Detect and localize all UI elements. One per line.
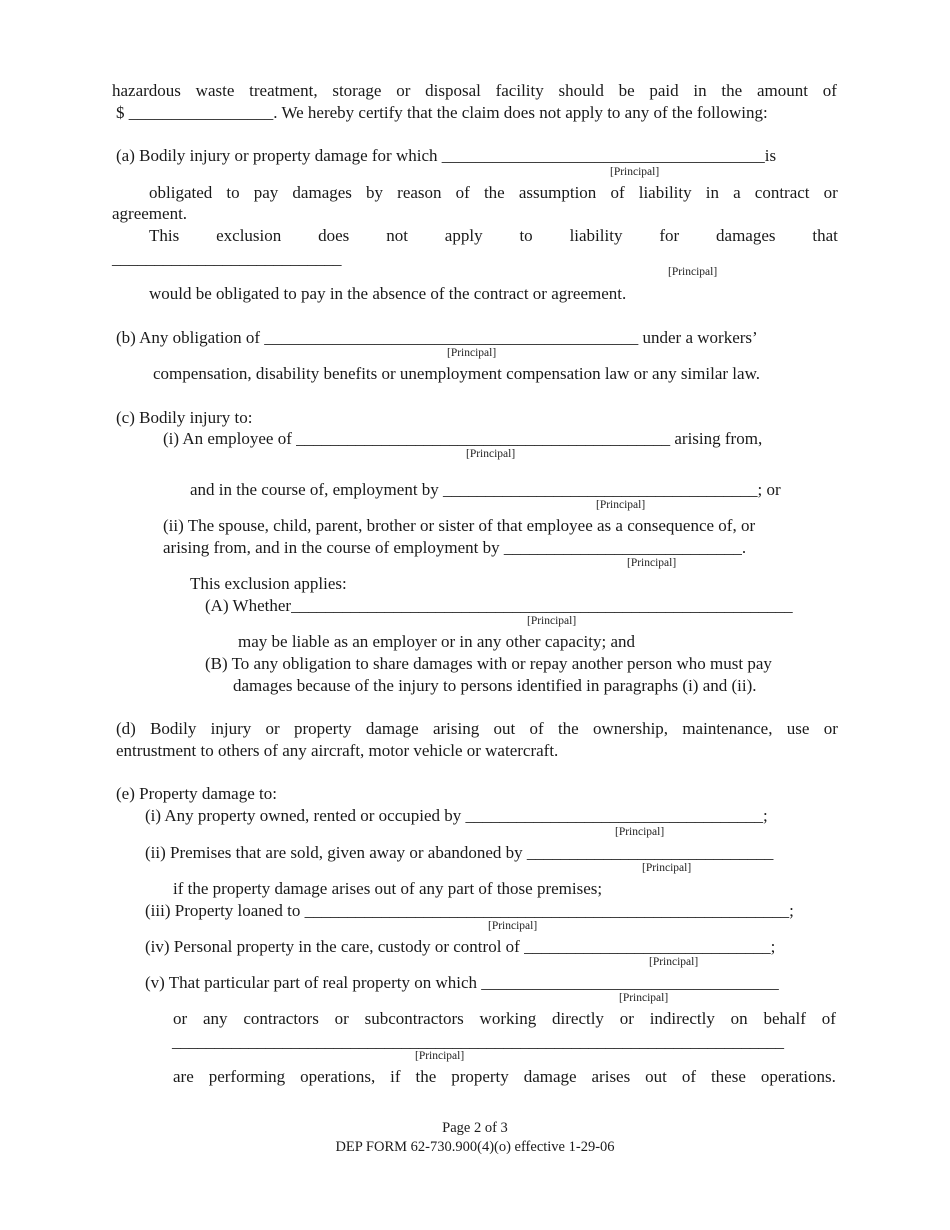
principal-label: [Principal]: [488, 920, 538, 932]
principal-label: [Principal]: [615, 826, 665, 838]
word: arises: [591, 1067, 631, 1086]
word: damage: [523, 1067, 577, 1086]
principal-label: [Principal]: [619, 992, 669, 1004]
word: to: [519, 226, 533, 245]
word: or: [823, 719, 838, 738]
word: of: [681, 1067, 697, 1086]
para-c-line-3: and in the course of, employment by _____________________________________; or: [190, 480, 781, 499]
para-e-line-2: (i) Any property owned, rented or occupied by ___________________________________;: [145, 806, 768, 825]
word: the: [721, 81, 743, 100]
word: contractors: [243, 1009, 319, 1028]
word: contract: [754, 183, 810, 202]
para-e-line-6: (iv) Personal property in the care, custody or control of _____________________________;: [145, 937, 776, 956]
word: that: [812, 226, 838, 245]
word: of: [821, 1009, 836, 1028]
word: injury: [210, 719, 252, 738]
word: does: [318, 226, 350, 245]
para-a-line-1: (a) Bodily injury or property damage for which ______________________________________is: [116, 146, 777, 165]
word: treatment,: [249, 81, 318, 100]
word: disposal: [425, 81, 481, 100]
word: directly: [552, 1009, 604, 1028]
principal-label: [Principal]: [527, 615, 577, 627]
word: liability: [569, 226, 623, 245]
word: the: [415, 1067, 437, 1086]
word: reason: [397, 183, 442, 202]
principal-label: [Principal]: [466, 448, 516, 460]
word: or: [619, 1009, 634, 1028]
word: the: [483, 183, 505, 202]
word: in: [705, 183, 719, 202]
para-c-line-9: (B) To any obligation to share damages with or repay another person who must pay: [205, 654, 772, 673]
para-c-line-1: (c) Bodily injury to:: [116, 408, 253, 427]
para-d-line-2: entrustment to others of any aircraft, motor vehicle or watercraft.: [116, 741, 559, 760]
para-a-line-2: [149, 183, 838, 203]
word: or: [396, 81, 411, 100]
principal-label: [Principal]: [596, 499, 646, 511]
word: out: [493, 719, 516, 738]
para-b-line-1: (b) Any obligation of ____________________________________________ under a workers’: [116, 328, 758, 347]
para-e-line-7: (v) That particular part of real property on which ___________________________________: [145, 973, 779, 992]
word: subcontractors: [364, 1009, 464, 1028]
word: or: [823, 183, 838, 202]
word: use: [786, 719, 810, 738]
word: or: [173, 1009, 188, 1028]
word: amount: [756, 81, 808, 100]
para-e-line-5: (iii) Property loaned to _________________________________________________________;: [145, 901, 794, 920]
word: of: [529, 719, 544, 738]
word: ownership,: [592, 719, 669, 738]
para-a-line-4: [149, 226, 838, 246]
principal-label: [Principal]: [649, 956, 699, 968]
principal-label: [Principal]: [668, 266, 718, 278]
word: for: [659, 226, 680, 245]
word: on: [730, 1009, 748, 1028]
para-a-line-3: agreement.: [112, 204, 188, 223]
word: property: [451, 1067, 509, 1086]
para-e-line-8: [173, 1009, 836, 1029]
word: a: [733, 183, 741, 202]
word: assumption: [518, 183, 597, 202]
word: hazardous: [112, 81, 181, 100]
word: in: [693, 81, 707, 100]
word: damage: [365, 719, 419, 738]
word: obligated: [149, 183, 213, 202]
word: working: [479, 1009, 537, 1028]
word: property: [293, 719, 352, 738]
word: storage: [332, 81, 382, 100]
word: damages: [292, 183, 352, 202]
word: paid: [649, 81, 679, 100]
para-e-line-9: ________________________________________________________________________: [172, 1032, 784, 1051]
para-d-line-1: [116, 719, 838, 739]
word: by: [366, 183, 384, 202]
para-c-line-4: (ii) The spouse, child, parent, brother or sister of that employee as a consequence of, or: [163, 516, 756, 535]
word: pay: [253, 183, 279, 202]
para-e-line-3: (ii) Premises that are sold, given away or abandoned by _____________________________: [145, 843, 774, 862]
para-c-line-2: (i) An employee of ____________________________________________ arising from,: [163, 429, 763, 448]
principal-label: [Principal]: [610, 166, 660, 178]
word: of: [822, 81, 837, 100]
para-a-line-5: ___________________________: [112, 249, 342, 268]
word: operations,: [300, 1067, 376, 1086]
word: performing: [208, 1067, 286, 1086]
word: This: [149, 226, 180, 245]
word: of: [610, 183, 625, 202]
para-c-line-5: arising from, and in the course of employment by ____________________________.: [163, 538, 747, 557]
principal-label: [Principal]: [415, 1050, 465, 1062]
word: maintenance,: [682, 719, 773, 738]
word: arising: [432, 719, 480, 738]
word: if: [390, 1067, 401, 1086]
word: damages: [716, 226, 776, 245]
para-c-line-6: This exclusion applies:: [190, 574, 347, 593]
word: these: [710, 1067, 746, 1086]
word: operations.: [760, 1067, 836, 1086]
word: or: [334, 1009, 349, 1028]
word: waste: [195, 81, 235, 100]
word: the: [557, 719, 579, 738]
word: indirectly: [649, 1009, 715, 1028]
word: liability: [638, 183, 692, 202]
word: are: [173, 1067, 194, 1086]
para-e-line-10: [173, 1067, 836, 1087]
page-number: Page 2 of 3: [442, 1120, 508, 1136]
principal-label: [Principal]: [627, 557, 677, 569]
word: to: [226, 183, 240, 202]
para-c-line-7: (A) Whether___________________________________________________________: [205, 596, 793, 615]
word: (d): [116, 719, 136, 738]
word: be: [618, 81, 635, 100]
word: facility: [495, 81, 544, 100]
word: exclusion: [216, 226, 282, 245]
para-a-line-6: would be obligated to pay in the absence of the contract or agreement.: [149, 284, 627, 303]
principal-label: [Principal]: [447, 347, 497, 359]
para-c-line-10: damages because of the injury to persons identified in paragraphs (i) and (ii).: [233, 676, 757, 695]
word: not: [386, 226, 408, 245]
para-c-line-8: may be liable as an employer or in any other capacity; and: [238, 632, 635, 651]
word: apply: [444, 226, 483, 245]
word: out: [645, 1067, 667, 1086]
form-identifier: DEP FORM 62-730.900(4)(o) effective 1-29-06: [335, 1139, 615, 1155]
word: or: [265, 719, 280, 738]
para-e-line-4: if the property damage arises out of any part of those premises;: [173, 879, 603, 898]
intro-line-1: [112, 81, 837, 101]
para-e-line-1: (e) Property damage to:: [116, 784, 277, 803]
para-b-line-2: compensation, disability benefits or unemployment compensation law or any similar law.: [153, 364, 760, 383]
word: of: [455, 183, 470, 202]
intro-line-2: $ _________________. We hereby certify that the claim does not apply to any of the following:: [116, 103, 768, 122]
word: Bodily: [150, 719, 197, 738]
word: behalf: [763, 1009, 806, 1028]
word: any: [202, 1009, 228, 1028]
principal-label: [Principal]: [642, 862, 692, 874]
word: should: [558, 81, 604, 100]
